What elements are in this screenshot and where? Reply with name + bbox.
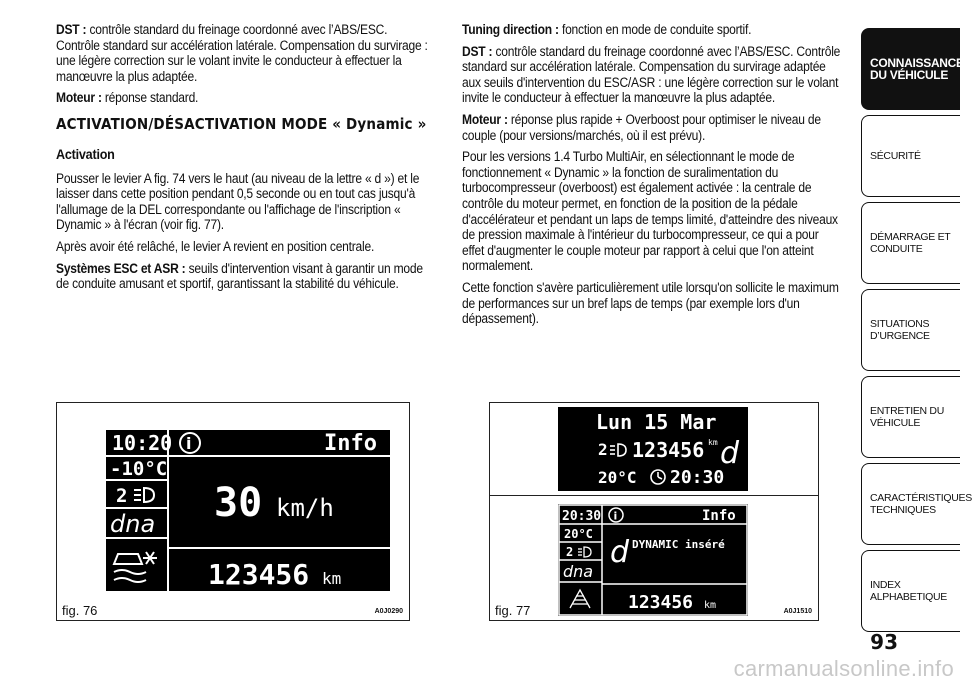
tuning-text: fonction en mode de conduite sportif. (558, 22, 752, 37)
speed-value-76: 30 (214, 480, 263, 526)
clock-76: 10:20 (112, 431, 173, 455)
esc-label: Systèmes ESC et ASR : (56, 260, 186, 276)
left-column (56, 22, 434, 298)
dst-label: DST : (56, 22, 87, 37)
mode-letter-77: d (610, 535, 630, 570)
mode-message-77: DYNAMIC inséré (632, 538, 725, 551)
tab-demarrage-conduite[interactable] (861, 202, 960, 284)
info-label-77: Info (702, 508, 736, 524)
dst-paragraph-right (462, 44, 843, 106)
odometer-77-top: 123456 (632, 438, 705, 462)
km-77-top: km (708, 438, 718, 447)
dna-logo-76: dna (110, 510, 156, 538)
info-label-76: Info (324, 431, 377, 456)
instrument-display-77-bottom (558, 504, 748, 616)
clock-77: 20:30 (562, 509, 602, 524)
activation-heading: Activation (56, 145, 115, 162)
moteur-text-right: réponse plus rapide + Overboost pour optimiser le niveau de couple (pour versions/marchés, où il est prévu). (462, 111, 821, 143)
page-number: 93 (870, 630, 898, 654)
section-title: ACTIVATION/DÉSACTIVATION MODE « Dynamic » (56, 114, 427, 133)
tab-situations-urgence[interactable] (861, 289, 960, 371)
time-77-top: 20:30 (670, 467, 725, 488)
dst-text: contrôle standard du freinage coordonné avec l’ABS/ESC. Contrôle standard sur accélération latérale. Compensation du survirage : une légère correction sur le volant invite le conducteur à effectuer la manœuvre la plus adaptée. (56, 22, 428, 84)
mode-letter-77-top: d (720, 436, 740, 471)
odometer-unit-76: km (322, 569, 342, 588)
figure-76 (56, 402, 410, 621)
figure-77 (489, 402, 819, 621)
figure-77-divider (490, 495, 818, 496)
release-text: Après avoir été relâché, le levier A revient en position centrale. (56, 238, 375, 254)
tab-label: SÉCURITÉ (870, 150, 921, 162)
dst-paragraph (56, 22, 434, 84)
moteur-text: réponse standard. (101, 90, 199, 106)
instrument-display-77-top (558, 407, 748, 491)
light-level-77: 2 (566, 545, 574, 559)
activation-text: Pousser le levier A fig. 74 vers le haut (au niveau de la lettre « d ») et le laisser dans cette position pendant 0,5 seconde ou en tout cas jusqu'à l'allumage de la DEL correspondante ou l'affichage de l'inscription « Dynamic » à l'écran (voir fig. 77). (56, 170, 420, 233)
date-77: Lun 15 Mar (596, 410, 717, 434)
moteur-label: Moteur : (56, 90, 102, 106)
odometer-76: 123456 (208, 558, 310, 591)
tab-caracteristiques-techniques[interactable] (861, 463, 972, 545)
svg-text:i: i (186, 434, 192, 453)
figure-76-label: fig. 76 (62, 603, 98, 618)
moteur-paragraph-right (462, 112, 843, 143)
tab-label: INDEX ALPHABETIQUE (870, 579, 947, 603)
speed-unit-76: km/h (276, 494, 334, 522)
tab-connaissance-vehicule[interactable] (861, 28, 964, 110)
tab-label: CONNAISSANCE DU VÉHICULE (870, 56, 964, 82)
moteur-label-right: Moteur : (462, 111, 508, 127)
instrument-display-76 (104, 428, 392, 593)
tab-label: CARACTÉRISTIQUES TECHNIQUES (870, 492, 972, 516)
watermark: carmanualsonline.info (733, 656, 954, 681)
tab-entretien-vehicule[interactable] (861, 376, 960, 458)
temperature-77-top: 20°C (598, 468, 637, 487)
esc-paragraph (56, 261, 434, 292)
multiair-text: Pour les versions 1.4 Turbo MultiAir, en sélectionnant le mode de fonctionnement « Dynamic » la fonction de suralimentation du turbocompresseur (overboost) est également activée : la centrale de contrôle du moteur permet, en fonction de la position de la pédale d'accélérateur et pendant un laps de temps limité, d'atteindre des niveaux de pression maximale à l'intérieur du turbocompresseur, ce qui a pour effet d'augmenter le couple moteur par rapport à celui que l'on atteint normalement. (462, 149, 838, 274)
figure-77-label: fig. 77 (495, 603, 531, 618)
odometer-unit-77: km (704, 600, 717, 611)
right-column (462, 22, 843, 333)
svg-text:i: i (613, 509, 618, 523)
esc-text: seuils d'intervention visant à garantir un mode de conduite amusant et sportif, garantissant la stabilité du véhicule. (56, 260, 423, 292)
usage-text: Cette fonction s'avère particulièrement utile lorsqu'on sollicite le maximum de performances sur un bref laps de temps (par exemple lors d'un dépassement). (462, 279, 839, 327)
temperature-76: -10°C (110, 458, 168, 480)
dna-logo-77: dna (563, 562, 594, 581)
tab-index-alphabetique[interactable] (861, 550, 960, 632)
light-level-76: 2 (116, 485, 128, 507)
figure-77-code: A0J1510 (783, 608, 812, 615)
temperature-77: 20°C (564, 527, 593, 541)
dst-text-right: contrôle standard du freinage coordonné avec l’ABS/ESC. Contrôle standard sur accélération latérale. Compensation du survirage adaptée aux seuils d'intervention du ESC/ASR : une légère correction sur le volant invite le conducteur à effectuer la manœuvre la plus adaptée. (462, 43, 841, 106)
light-level-77-top: 2 (598, 440, 608, 459)
tab-label: DÉMARRAGE ET CONDUITE (870, 231, 951, 255)
odometer-77: 123456 (628, 592, 694, 613)
tab-label: ENTRETIEN DU VÉHICULE (870, 405, 944, 429)
tab-label: SITUATIONS D’URGENCE (870, 318, 930, 342)
moteur-paragraph (56, 90, 434, 106)
tuning-label: Tuning direction : (462, 22, 559, 37)
tuning-paragraph (462, 22, 843, 38)
dst-label-right: DST : (462, 43, 493, 59)
figure-76-code: A0J0290 (374, 608, 403, 615)
tab-securite[interactable] (861, 115, 960, 197)
